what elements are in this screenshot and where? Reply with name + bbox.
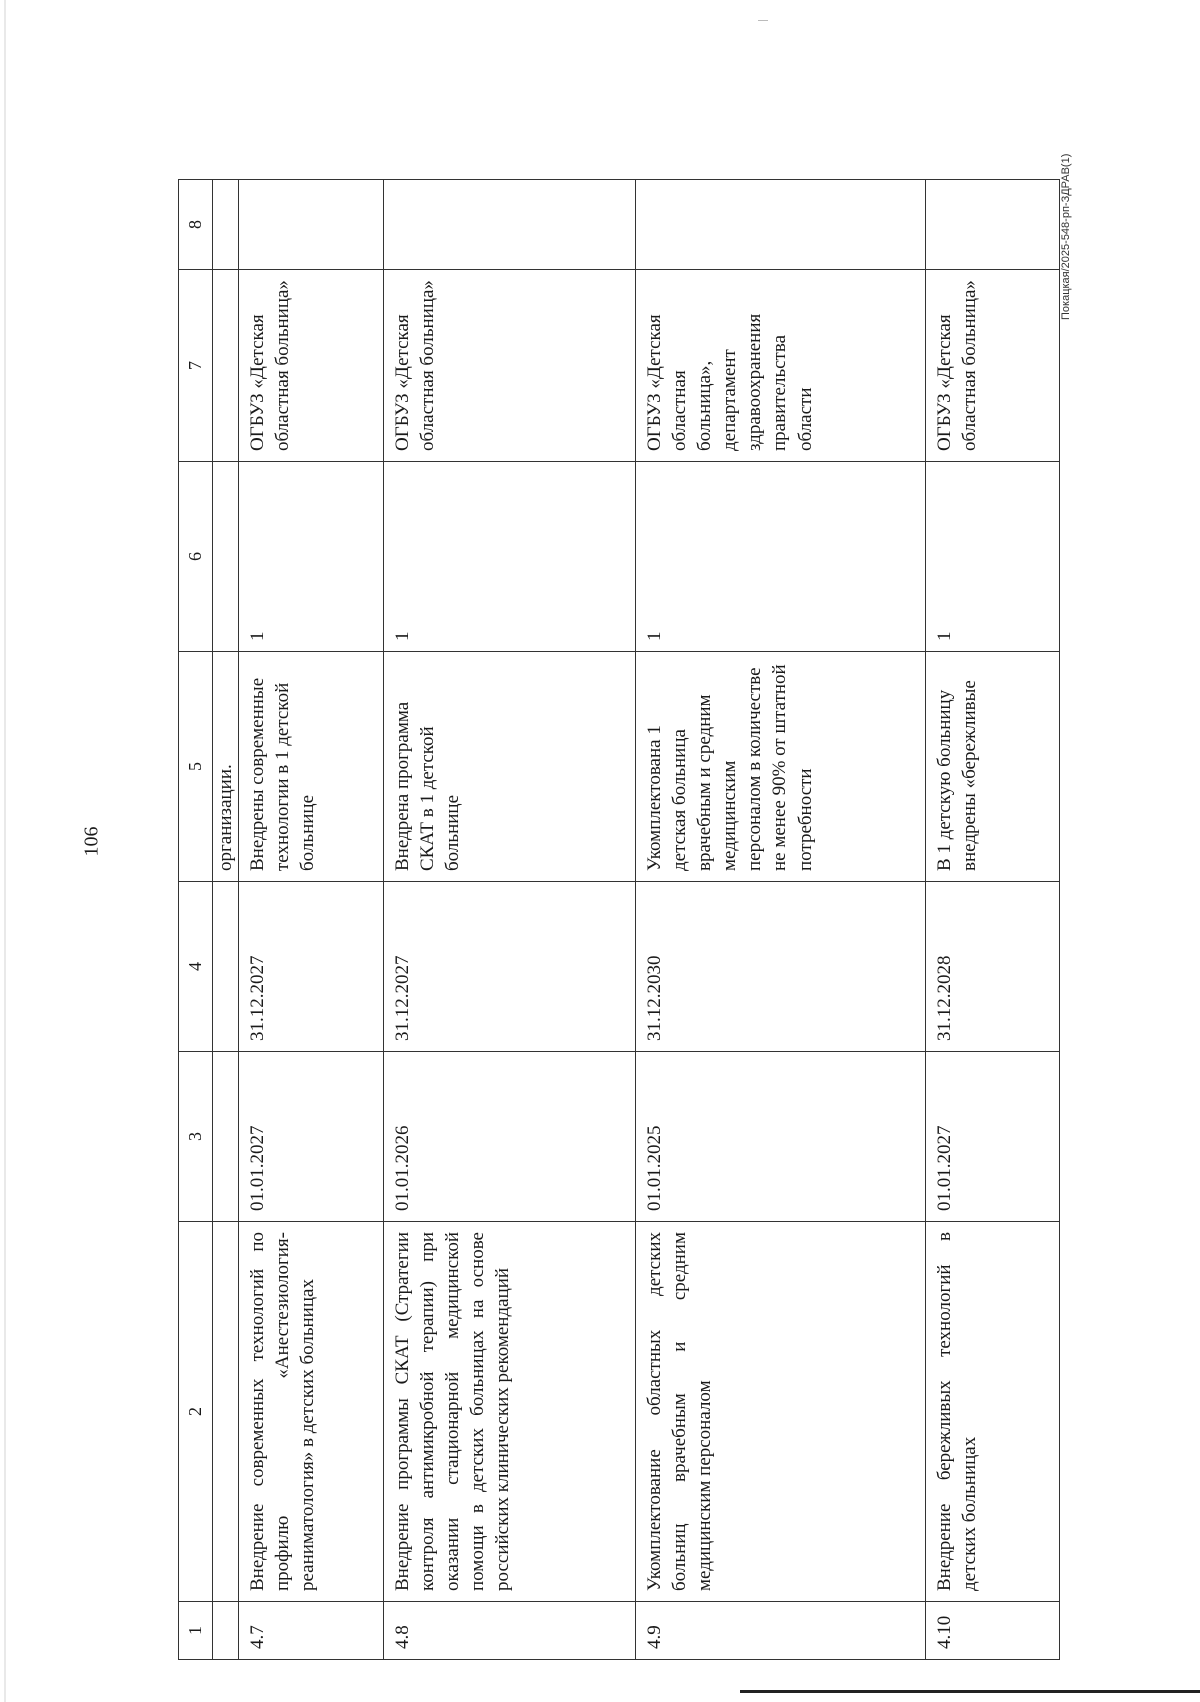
column-number: 3 — [179, 1052, 213, 1222]
responsible-org: ОГБУЗ «Детская областная больница» — [384, 270, 636, 462]
indicator-value: 1 — [384, 462, 636, 652]
row-number: 4.10 — [926, 1602, 1060, 1660]
start-date: 01.01.2027 — [239, 1052, 384, 1222]
column-number-row — [179, 180, 213, 1660]
notes-cell — [239, 180, 384, 270]
table-row — [384, 180, 636, 1660]
end-date: 31.12.2027 — [384, 882, 636, 1052]
notes-cell — [926, 180, 1060, 270]
end-date: 31.12.2030 — [636, 882, 926, 1052]
result-text: Внедрены современные технологии в 1 детской больнице — [239, 652, 384, 882]
notes-cell — [636, 180, 926, 270]
continuation-row — [213, 180, 239, 1660]
row-number: 4.8 — [384, 1602, 636, 1660]
column-number: 2 — [179, 1222, 213, 1602]
column-number: 1 — [179, 1602, 213, 1660]
notes-cell — [384, 180, 636, 270]
end-date: 31.12.2027 — [239, 882, 384, 1052]
column-number: 4 — [179, 882, 213, 1052]
measures-table — [178, 179, 1060, 1660]
start-date: 01.01.2026 — [384, 1052, 636, 1222]
row-number: 4.9 — [636, 1602, 926, 1660]
result-text: В 1 детскую больницу внедрены «бережливые — [926, 652, 1060, 882]
row-number: 4.7 — [239, 1602, 384, 1660]
measure-name: Внедрение современных технологий по профилю «Анестезиология-реаниматология» в детских больницах — [239, 1222, 384, 1602]
indicator-value: 1 — [926, 462, 1060, 652]
table-row — [926, 180, 1060, 1660]
document-code: Покацкая/2025-548-рп-ЗДРАВ(1) — [1060, 153, 1072, 320]
page-bottom-edge — [740, 1690, 1200, 1693]
responsible-org: ОГБУЗ «Детская областная больница» — [926, 270, 1060, 462]
page-number: 106 — [80, 826, 103, 857]
responsible-org: ОГБУЗ «Детская областная больница», департамент здравоохранения правительства области — [636, 270, 926, 462]
table-row — [239, 180, 384, 1660]
column-number: 7 — [179, 270, 213, 462]
measure-name: Внедрение программы СКАТ (Стратегии контроля антимикробной терапии) при оказании стационарной медицинской помощи в детских больницах на основе российских клинических рекомендаций — [384, 1222, 636, 1602]
column-number: 6 — [179, 462, 213, 652]
indicator-value: 1 — [636, 462, 926, 652]
result-text: Укомплектована 1 детская больница врачебным и средним медицинским персоналом в количестве не менее 90% от штатной потребности — [636, 652, 926, 882]
scan-edge — [4, 0, 6, 1702]
result-text: Внедрена программа СКАТ в 1 детской больнице — [384, 652, 636, 882]
rotated-table-wrapper — [178, 180, 1060, 1660]
responsible-org: ОГБУЗ «Детская областная больница» — [239, 270, 384, 462]
scan-mark — [758, 20, 768, 21]
continuation-text: организации. — [213, 652, 239, 882]
table-row — [636, 180, 926, 1660]
column-number: 5 — [179, 652, 213, 882]
start-date: 01.01.2027 — [926, 1052, 1060, 1222]
start-date: 01.01.2025 — [636, 1052, 926, 1222]
measure-name: Укомплектование областных детских больниц врачебным и средним медицинским персоналом — [636, 1222, 926, 1602]
column-number: 8 — [179, 180, 213, 270]
indicator-value: 1 — [239, 462, 384, 652]
measure-name: Внедрение бережливых технологий в детских больницах — [926, 1222, 1060, 1602]
end-date: 31.12.2028 — [926, 882, 1060, 1052]
